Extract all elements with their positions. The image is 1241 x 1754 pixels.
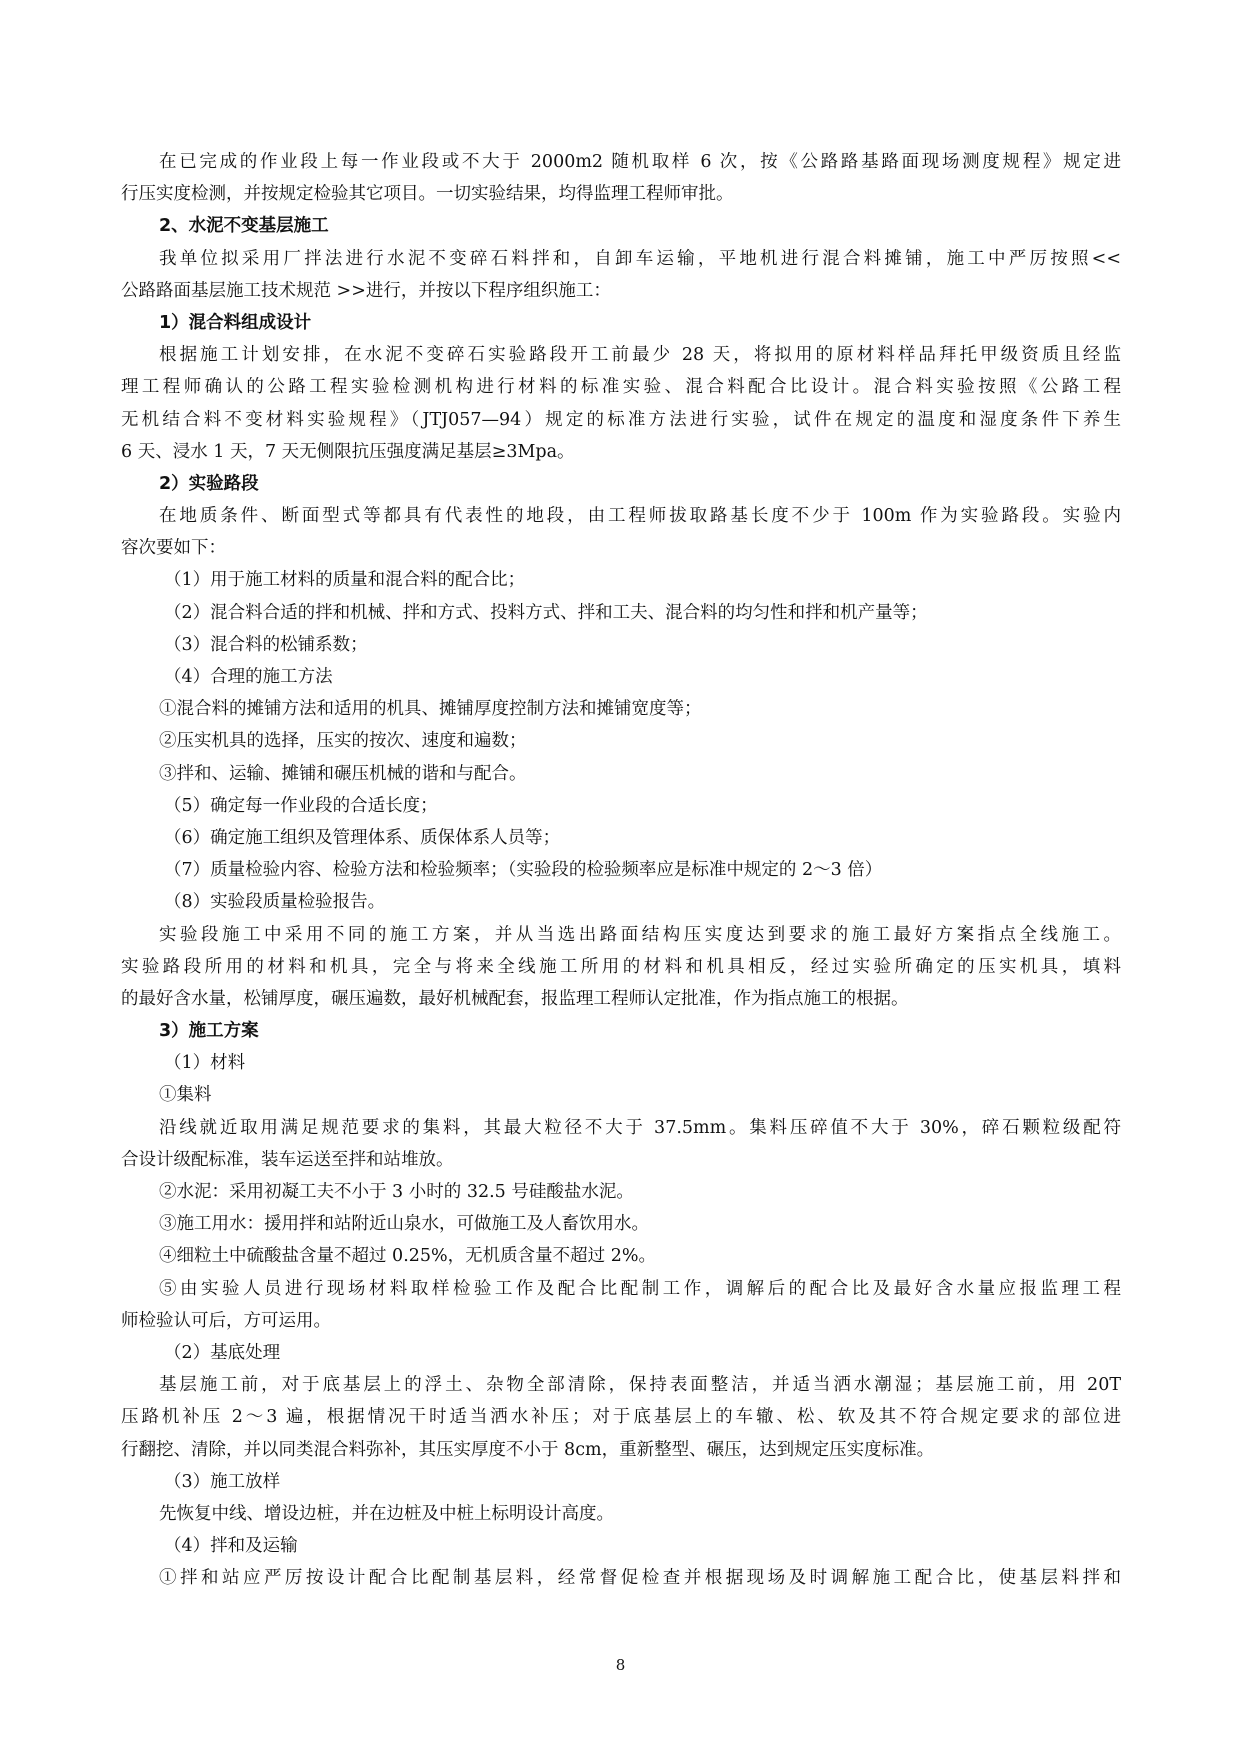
text-line: （7）质量检验内容、检验方法和检验频率；（实验段的检验频率应是标准中规定的 2～3 倍） <box>164 860 883 881</box>
text-line: 师检验认可后，方可运用。 <box>121 1310 331 1331</box>
text-line: （2）基底处理 <box>164 1342 281 1363</box>
page-number: 8 <box>615 1656 626 1674</box>
text-line: ①集料 <box>159 1085 212 1106</box>
text-line: 沿线就近取用满足规范要求的集料，其最大粒径不大于 37.5mm。集料压碎值不大于 30%，碎石颗粒级配符 <box>159 1117 1121 1138</box>
text-line: 基层施工前，对于底基层上的浮土、杂物全部清除，保持表面整洁，并适当洒水潮湿；基层施工前，用 20T <box>159 1375 1121 1396</box>
text-line: ③拌和、运输、摊铺和碾压机械的谐和与配合。 <box>159 763 527 784</box>
text-line: （1）用于施工材料的质量和混合料的配合比； <box>164 570 526 591</box>
text-line: 压路机补压 2～3 遍，根据情况干时适当洒水补压；对于底基层上的车辙、松、软及其不符合规定要求的部位进 <box>121 1407 1121 1428</box>
text-line: ①拌和站应严厉按设计配合比配制基层料，经常督促检查并根据现场及时调解施工配合比，使基层料拌和 <box>159 1568 1121 1589</box>
text-line: （5）确定每一作业段的合适长度； <box>164 795 438 816</box>
text-line: 的最好含水量，松铺厚度，碾压遍数，最好机械配套，报监理工程师认定批准，作为指点施工的根据。 <box>121 988 909 1009</box>
text-line: 在地质条件、断面型式等都具有代表性的地段，由工程师拔取路基长度不少于 100m 作为实验路段。实验内 <box>159 506 1121 527</box>
text-line: 实验路段所用的材料和机具，完全与将来全线施工所用的材料和机具相反，经过实验所确定的压实机具，填料 <box>121 956 1121 977</box>
section-heading: 3）施工方案 <box>159 1021 259 1042</box>
text-line: 实验段施工中采用不同的施工方案，并从当选出路面结构压实度达到要求的施工最好方案指点全线施工。 <box>159 924 1121 945</box>
text-line: 我单位拟采用厂拌法进行水泥不变碎石料拌和，自卸车运输，平地机进行混合料摊铺，施工中严厉按照<< <box>159 248 1121 269</box>
text-line: 无机结合料不变材料实验规程》（JTJ057—94）规定的标准方法进行实验，试件在规定的温度和湿度条件下养生 <box>121 409 1121 430</box>
text-line: 容次要如下： <box>121 538 226 559</box>
text-line: 公路路面基层施工技术规范 >>进行，并按以下程序组织施工： <box>121 280 611 301</box>
text-line: （1）材料 <box>164 1053 246 1074</box>
text-line: ③施工用水：援用拌和站附近山泉水，可做施工及人畜饮用水。 <box>159 1214 649 1235</box>
text-line: ①混合料的摊铺方法和适用的机具、摊铺厚度控制方法和摊铺宽度等； <box>159 699 702 720</box>
text-line: 在已完成的作业段上每一作业段或不大于 2000m2 随机取样 6 次，按《公路路基路面现场测度规程》规定进 <box>159 152 1121 172</box>
body-text <box>121 146 1121 1594</box>
text-line: （6）确定施工组织及管理体系、质保体系人员等； <box>164 827 561 848</box>
text-line: ⑤由实验人员进行现场材料取样检验工作及配合比配制工作，调解后的配合比及最好含水量应报监理工程 <box>159 1278 1121 1299</box>
text-line: 6 天、浸水 1 天，7 天无侧限抗压强度满足基层≥3Mpa。 <box>121 441 575 462</box>
text-line: 先恢复中线、增设边桩，并在边桩及中桩上标明设计高度。 <box>159 1503 614 1524</box>
section-heading: 2、水泥不变基层施工 <box>159 216 329 237</box>
section-heading: 1）混合料组成设计 <box>159 312 312 333</box>
text-line: （2）混合料合适的拌和机械、拌和方式、投料方式、拌和工夫、混合料的均匀性和拌和机产量等； <box>164 602 928 623</box>
text-line: （8）实验段质量检验报告。 <box>164 892 386 913</box>
text-line: 行压实度检测，并按规定检验其它项目。一切实验结果，均得监理工程师审批。 <box>121 184 734 205</box>
text-line: （4）拌和及运输 <box>164 1536 298 1557</box>
text-line: （3）施工放样 <box>164 1471 281 1492</box>
text-line: （4）合理的施工方法 <box>164 667 333 687</box>
text-line: 行翻挖、清除，并以同类混合料弥补，其压实厚度不小于 8cm，重新整型、碾压，达到规定压实度标准。 <box>121 1439 935 1460</box>
text-line: 根据施工计划安排，在水泥不变碎石实验路段开工前最少 28 天，将拟用的原材料样品拜托甲级资质且经监 <box>159 345 1121 366</box>
text-line: ②压实机具的选择，压实的按次、速度和遍数； <box>159 731 527 752</box>
text-line: 合设计级配标准，装车运送至拌和站堆放。 <box>121 1149 454 1170</box>
section-heading: 2）实验路段 <box>159 473 259 494</box>
text-line: ④细粒土中硫酸盐含量不超过 0.25%，无机质含量不超过 2%。 <box>159 1246 656 1267</box>
text-line: ②水泥：采用初凝工夫不小于 3 小时的 32.5 号硅酸盐水泥。 <box>159 1182 634 1202</box>
text-line: （3）混合料的松铺系数； <box>164 634 368 655</box>
text-line: 理工程师确认的公路工程实验检测机构进行材料的标准实验、混合料配合比设计。混合料实验按照《公路工程 <box>121 377 1121 398</box>
